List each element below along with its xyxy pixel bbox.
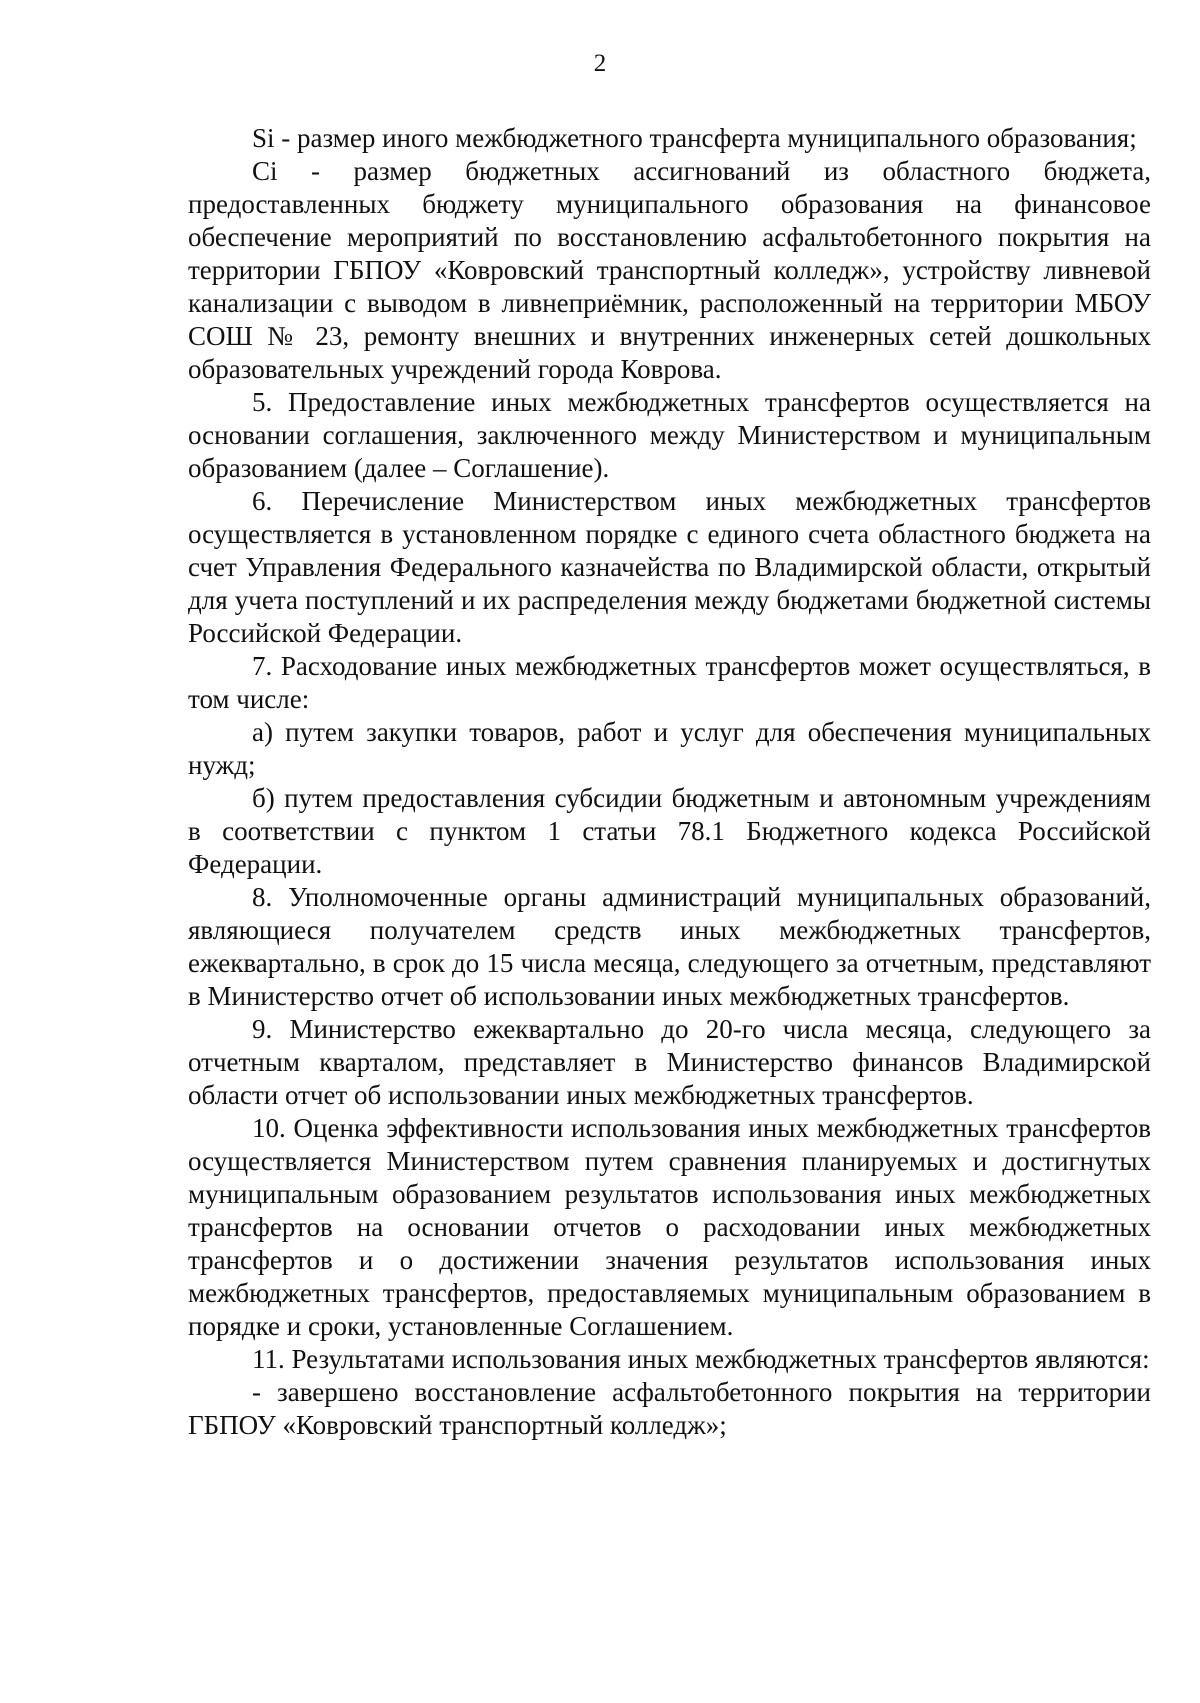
- paragraph-ci-definition: Ci - размер бюджетных ассигнований из областного бюджета, предоставленных бюджету муниципального образования на финансовое обеспечение мероприятий по восстановлению асфальтобетонного покрытия на территории ГБПОУ «Ковровский транспортный колледж», устройству ливневой канализации с выводом в ливнеприёмник, расположенный на территории МБОУ СОШ № 23, ремонту внешних и внутренних инженерных сетей дошкольных образовательных учреждений города Коврова.: [188, 156, 1151, 384]
- paragraph-item-8: 8. Уполномоченные органы администраций муниципальных образований, являющиеся получателем средств иных межбюджетных трансфертов, ежеквартально, в срок до 15 числа месяца, следующего за отчетным, представляют в Министерство отчет об использовании иных межбюджетных трансфертов.: [188, 882, 1151, 1011]
- paragraph-item-5: 5. Предоставление иных межбюджетных трансфертов осуществляется на основании соглашения, заключенного между Министерством и муниципальным образованием (далее – Соглашение).: [188, 387, 1151, 483]
- paragraph-item-11: 11. Результатами использования иных межбюджетных трансфертов являются:: [252, 1344, 1150, 1374]
- page-number: 2: [593, 50, 607, 77]
- paragraph-item-9: 9. Министерство ежеквартально до 20-го числа месяца, следующего за отчетным кварталом, представляет в Министерство финансов Владимирской области отчет об использовании иных межбюджетных трансфертов.: [188, 1014, 1151, 1110]
- paragraph-item-10: 10. Оценка эффективности использования иных межбюджетных трансфертов осуществляется Министерством путем сравнения планируемых и достигнутых муниципальным образованием результатов использования иных межбюджетных трансфертов на основании отчетов о расходовании иных межбюджетных трансфертов и о достижении значения результатов использования иных межбюджетных трансфертов, предоставляемых муниципальным образованием в порядке и сроки, установленные Соглашением.: [188, 1113, 1151, 1341]
- paragraph-item-7b: б) путем предоставления субсидии бюджетным и автономным учреждениям в соответствии с пунктом 1 статьи 78.1 Бюджетного кодекса Российской Федерации.: [188, 783, 1151, 879]
- document-body: [188, 122, 1151, 1442]
- paragraph-item-6: 6. Перечисление Министерством иных межбюджетных трансфертов осуществляется в установленном порядке с единого счета областного бюджета на счет Управления Федерального казначейства по Владимирской области, открытый для учета поступлений и их распределения между бюджетами бюджетной системы Российской Федерации.: [188, 486, 1151, 648]
- paragraph-result-1: - завершено восстановление асфальтобетонного покрытия на территории ГБПОУ «Ковровский транспортный колледж»;: [188, 1377, 1151, 1440]
- paragraph-item-7a: а) путем закупки товаров, работ и услуг для обеспечения муниципальных нужд;: [188, 717, 1151, 780]
- paragraph-si-definition: Si - размер иного межбюджетного трансферта муниципального образования;: [252, 123, 1137, 153]
- paragraph-item-7: 7. Расходование иных межбюджетных трансфертов может осуществляться, в том числе:: [188, 651, 1151, 714]
